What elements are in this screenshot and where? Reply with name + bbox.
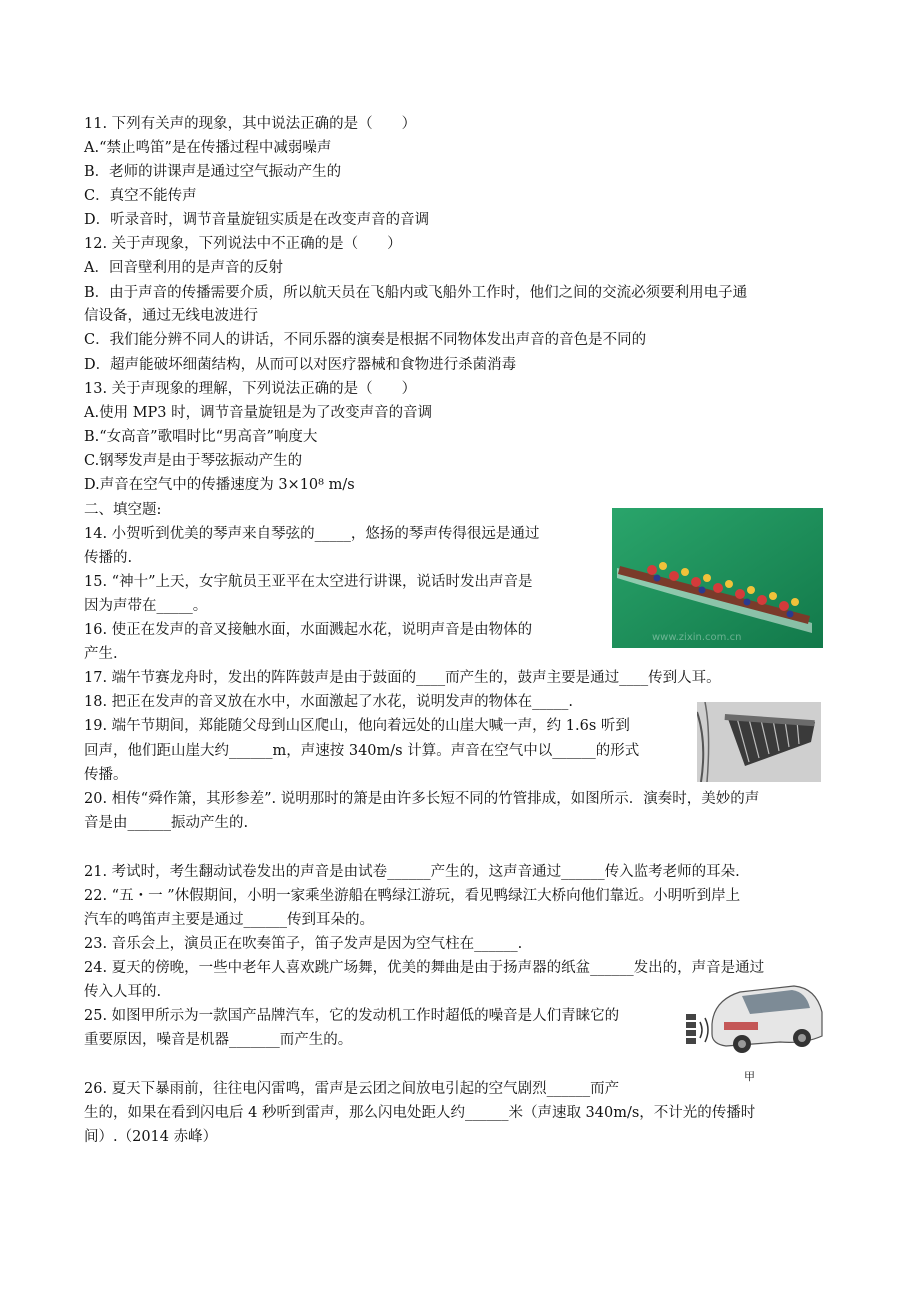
text-line: 产生.: [84, 646, 118, 662]
text-line: 24. 夏天的傍晚，一些中老年人喜欢跳广场舞，优美的舞曲是由于扬声器的纸盆______发出的，声音是通过: [84, 960, 765, 976]
text-line: 12. 关于声现象，下列说法中不正确的是（ ）: [84, 236, 402, 252]
text-line: 生的，如果在看到闪电后 4 秒听到雷声，那么闪电处距人约______米（声速取 340m/s，不计光的传播时: [84, 1105, 756, 1121]
text-line: 信设备，通过无线电波进行: [84, 308, 258, 324]
text-line: C．真空不能传声: [84, 188, 197, 204]
text-line: 26. 夏天下暴雨前，往往电闪雷鸣，雷声是云团之间放电引起的空气剧烈______而产: [84, 1081, 620, 1097]
watermark-text: www.zixin.com.cn: [652, 632, 742, 643]
text-line: 汽车的鸣笛声主要是通过______传到耳朵的。: [84, 912, 374, 928]
text-line: 回声，他们距山崖大约______m，声速按 340m/s 计算。声音在空气中以______的形式: [84, 743, 640, 759]
text-line: 19. 端午节期间，郑能随父母到山区爬山，他向着远处的山崖大喊一声，约 1.6s 听到: [84, 718, 630, 734]
text-line: 20. 相传“舜作箫，其形参差”. 说明那时的箫是由许多长短不同的竹管排成，如图所示．演奏时，美妙的声: [84, 791, 760, 807]
text-line: A．回音壁利用的是声音的反射: [84, 260, 283, 276]
text-line: 音是由______振动产生的.: [84, 815, 249, 831]
text-line: B．老师的讲课声是通过空气振动产生的: [84, 164, 342, 180]
text-line: 18. 把正在发声的音叉放在水中，水面激起了水花，说明发声的物体在_____.: [84, 694, 574, 710]
text-line: 二、填空题:: [84, 502, 162, 518]
text-line: 因为声带在_____。: [84, 598, 208, 614]
car-image: [684, 978, 826, 1058]
text-line: 22. “五・一 ”休假期间，小明一家乘坐游船在鸭绿江游玩，看见鸭绿江大桥向他们靠近。小明听到岸上: [84, 888, 741, 904]
text-line: 间）.（2014 赤峰）: [84, 1129, 218, 1145]
text-line: 16. 使正在发声的音叉接触水面，水面溅起水花，说明声音是由物体的: [84, 622, 533, 638]
text-line: 25. 如图甲所示为一款国产品牌汽车，它的发动机工作时超低的噪音是人们青睐它的: [84, 1008, 620, 1024]
text-line: B．由于声音的传播需要介质，所以航天员在飞船内或飞船外工作时，他们之间的交流必须要利用电子通: [84, 285, 748, 301]
pan-flute-image: [697, 702, 821, 782]
text-line: 23. 音乐会上，演员正在吹奏笛子，笛子发声是因为空气柱在______.: [84, 936, 523, 952]
text-line: C．我们能分辨不同人的讲话，不同乐器的演奏是根据不同物体发出声音的音色是不同的: [84, 332, 647, 348]
dragon-boat-image: [612, 508, 823, 648]
text-line: D.声音在空气中的传播速度为 3×10⁸ m/s: [84, 477, 355, 493]
text-line: C.钢琴发声是由于琴弦振动产生的: [84, 453, 303, 469]
car-figure-caption: 甲: [744, 1070, 755, 1083]
text-line: 17. 端午节赛龙舟时，发出的阵阵鼓声是由于鼓面的____而产生的，鼓声主要是通过____传到人耳。: [84, 670, 721, 686]
text-line: B.“女高音”歌唱时比“男高音”响度大: [84, 429, 318, 445]
text-line: 15. “神十”上天，女宇航员王亚平在太空进行讲课，说话时发出声音是: [84, 574, 533, 590]
text-line: 21. 考试时，考生翻动试卷发出的声音是由试卷______产生的，这声音通过______传入监考老师的耳朵.: [84, 864, 740, 880]
text-line: D．超声能破坏细菌结构，从而可以对医疗器械和食物进行杀菌消毒: [84, 357, 517, 373]
text-line: 传入人耳的.: [84, 984, 162, 1000]
text-line: 重要原因，噪音是机器_______而产生的。: [84, 1032, 353, 1048]
text-line: A.“禁止鸣笛”是在传播过程中减弱噪声: [84, 140, 332, 156]
text-line: 11. 下列有关声的现象，其中说法正确的是（ ）: [84, 116, 417, 132]
text-line: 传播。: [84, 767, 128, 783]
text-line: A.使用 MP3 时，调节音量旋钮是为了改变声音的音调: [84, 405, 433, 421]
text-line: 13. 关于声现象的理解，下列说法正确的是（ ）: [84, 381, 417, 397]
text-line: 传播的.: [84, 550, 133, 566]
text-line: 14. 小贺听到优美的琴声来自琴弦的_____，悠扬的琴声传得很远是通过: [84, 526, 540, 542]
text-line: D．听录音时，调节音量旋钮实质是在改变声音的音调: [84, 212, 430, 228]
